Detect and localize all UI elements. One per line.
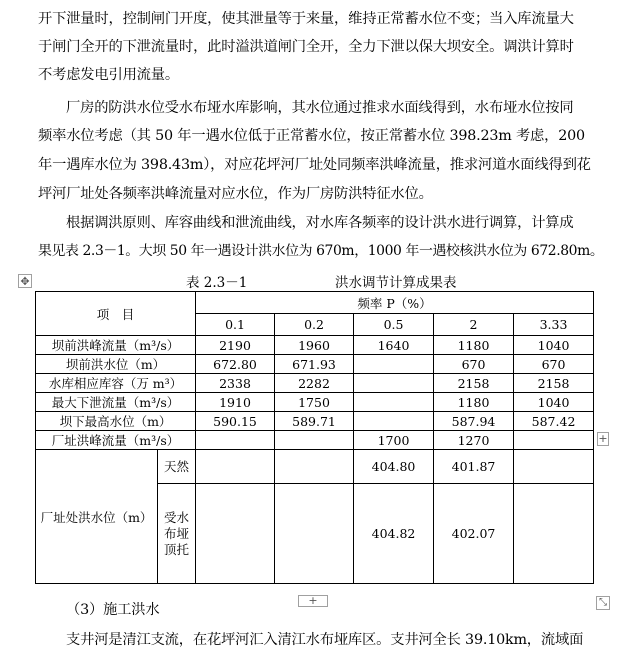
table-cell bbox=[275, 484, 354, 584]
table-cell: 1750 bbox=[275, 393, 354, 412]
flood-routing-table bbox=[35, 291, 594, 584]
row-label: 坝前洪峰流量（m³/s） bbox=[36, 336, 196, 355]
plus-icon[interactable]: + bbox=[598, 432, 608, 445]
table-cell: 1040 bbox=[514, 336, 594, 355]
frequency-header-cell: 频率 P（%） bbox=[196, 292, 594, 314]
table-cell: 1040 bbox=[514, 393, 594, 412]
table-number: 表 2.3－1 bbox=[186, 275, 248, 291]
table-row bbox=[36, 393, 594, 412]
sub-row-label: 受水布垭顶托 bbox=[158, 484, 196, 584]
paragraph-line: 果见表 2.3－1。大坝 50 年一遇设计洪水位为 670m，1000 年一遇校核洪水位为 672.80m。 bbox=[38, 243, 604, 259]
group-label: 厂址处洪水位（m） bbox=[36, 450, 158, 584]
table-cell: 587.94 bbox=[434, 412, 514, 431]
table-caption bbox=[0, 271, 631, 291]
paragraph-line: 根据调洪原则、库容曲线和泄流曲线，对水库各频率的设计洪水进行调算，计算成 bbox=[66, 215, 574, 231]
freq-col-header: 2 bbox=[434, 314, 514, 336]
row-label: 水库相应库容（万 m³） bbox=[36, 374, 196, 393]
table-cell bbox=[354, 393, 434, 412]
plus-icon[interactable]: + bbox=[298, 595, 328, 607]
table-row bbox=[36, 412, 594, 431]
table-cell: 2158 bbox=[434, 374, 514, 393]
table-row bbox=[36, 450, 594, 484]
paragraph-line: 不考虑发电引用流量。 bbox=[38, 67, 179, 83]
table-cell bbox=[275, 431, 354, 450]
table-cell bbox=[354, 374, 434, 393]
table-cell: 2158 bbox=[514, 374, 594, 393]
table-cell: 401.87 bbox=[434, 450, 514, 484]
table-cell bbox=[514, 450, 594, 484]
table-cell: 1180 bbox=[434, 393, 514, 412]
resize-diagonal-icon[interactable]: ⤡ bbox=[596, 596, 610, 610]
table-cell: 1640 bbox=[354, 336, 434, 355]
table-cell bbox=[354, 412, 434, 431]
row-label: 最大下泄流量（m³/s） bbox=[36, 393, 196, 412]
paragraph-line: 开下泄量时，控制闸门开度，使其泄量等于来量，维持正常蓄水位不变；当入库流量大 bbox=[38, 11, 574, 27]
table-row bbox=[36, 336, 594, 355]
table-cell: 671.93 bbox=[275, 355, 354, 374]
row-label: 坝下最高水位（m） bbox=[36, 412, 196, 431]
section-heading: （3）施工洪水 bbox=[66, 602, 160, 618]
paragraph-line: 支井河是清江支流，在花坪河汇入清江水布垭库区。支井河全长 39.10km，流域面 bbox=[66, 632, 584, 648]
table-cell: 1700 bbox=[354, 431, 434, 450]
table-cell: 670 bbox=[514, 355, 594, 374]
table-cell: 2338 bbox=[196, 374, 275, 393]
table-cell: 2190 bbox=[196, 336, 275, 355]
table-cell: 587.42 bbox=[514, 412, 594, 431]
freq-col-header: 3.33 bbox=[514, 314, 594, 336]
table-cell bbox=[514, 484, 594, 584]
row-label: 坝前洪水位（m） bbox=[36, 355, 196, 374]
freq-col-header: 0.2 bbox=[275, 314, 354, 336]
table-title: 洪水调节计算成果表 bbox=[335, 275, 457, 291]
freq-col-header: 0.1 bbox=[196, 314, 275, 336]
paragraph-line: 厂房的防洪水位受水布垭水库影响，其水位通过推求水面线得到，水布垭水位按同 bbox=[66, 100, 574, 116]
table-cell bbox=[196, 431, 275, 450]
row-label: 厂址洪峰流量（m³/s） bbox=[36, 431, 196, 450]
table-row bbox=[36, 431, 594, 450]
table-cell: 1270 bbox=[434, 431, 514, 450]
table-cell: 670 bbox=[434, 355, 514, 374]
move-cross-icon[interactable]: ✥ bbox=[18, 274, 32, 288]
paragraph-line: 于闸门全开的下泄流量时，此时溢洪道闸门全开，全力下泄以保大坝安全。调洪计算时 bbox=[38, 39, 574, 55]
freq-col-header: 0.5 bbox=[354, 314, 434, 336]
table-cell: 590.15 bbox=[196, 412, 275, 431]
table-cell: 2282 bbox=[275, 374, 354, 393]
table-cell bbox=[514, 431, 594, 450]
table-cell: 672.80 bbox=[196, 355, 275, 374]
paragraph-line: 频率水位考虑（其 50 年一遇水位低于正常蓄水位，按正常蓄水位 398.23m 考虑，200 bbox=[38, 128, 585, 144]
sub-row-label: 天然 bbox=[158, 450, 196, 484]
table-cell: 404.80 bbox=[354, 450, 434, 484]
table-cell bbox=[354, 355, 434, 374]
table-cell: 1910 bbox=[196, 393, 275, 412]
table-row bbox=[36, 374, 594, 393]
paragraph-line: 坪河厂址处各频率洪峰流量对应水位，作为厂房防洪特征水位。 bbox=[38, 186, 433, 202]
table-cell: 1960 bbox=[275, 336, 354, 355]
table-cell bbox=[196, 450, 275, 484]
table-cell bbox=[275, 450, 354, 484]
table-cell bbox=[196, 484, 275, 584]
table-cell: 404.82 bbox=[354, 484, 434, 584]
paragraph-line: 年一遇库水位为 398.43m），对应花坪河厂址处同频率洪峰流量，推求河道水面线得到花 bbox=[38, 157, 591, 173]
table-cell: 1180 bbox=[434, 336, 514, 355]
item-header-cell: 项 目 bbox=[36, 292, 196, 336]
table-row bbox=[36, 355, 594, 374]
table-cell: 589.71 bbox=[275, 412, 354, 431]
table-cell: 402.07 bbox=[434, 484, 514, 584]
